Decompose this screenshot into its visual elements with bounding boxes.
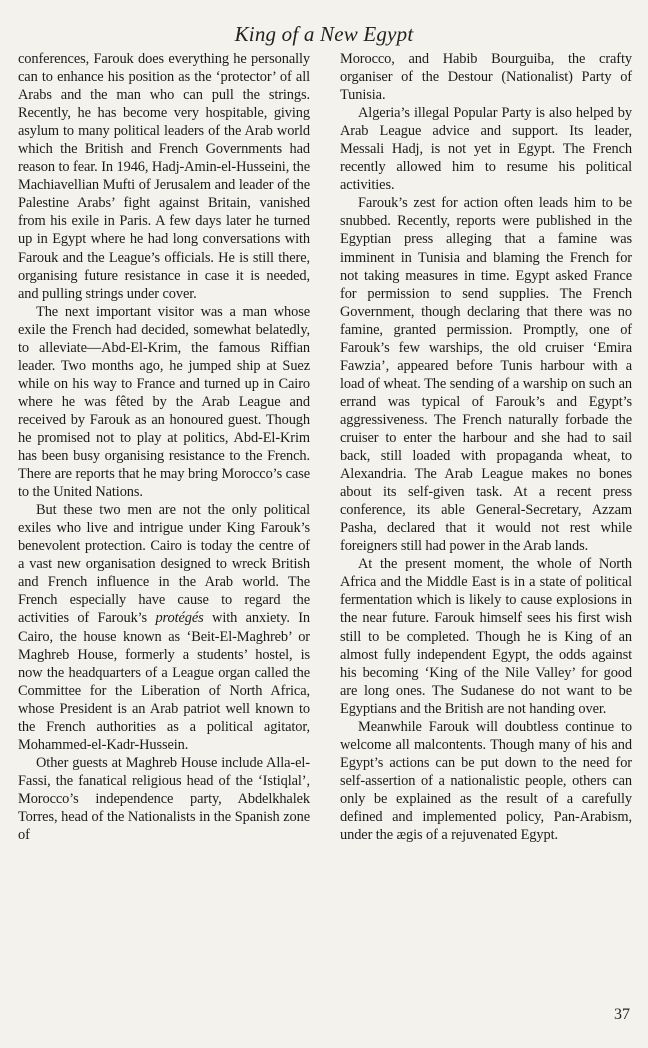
page-number: 37 — [614, 1006, 630, 1023]
text-run: with anxiety. In Cairo, the house known as ‘Beit-El-Maghreb’ or Maghreb House, formerly a students’ hostel, is now the headquarters of a League organ called the Committee for the Liberation of North Africa, whose President is an Arab patriot well known to the French authorities as a political agitator, Mohammed-el-Kadr-Hussein. — [18, 610, 310, 753]
running-head: King of a New Egypt — [234, 22, 414, 46]
left-column — [18, 50, 310, 844]
paragraph: Algeria’s illegal Popular Party is also helped by Arab League advice and support. Its leader, Messali Hadj, is not yet in Egypt. The French recently allowed him to resume his political activities. — [340, 105, 632, 194]
right-column — [340, 50, 632, 844]
paragraph: At the present moment, the whole of North Africa and the Middle East is in a state of political fermentation which is likely to cause explosions in the near future. Farouk himself sees his first wish still to be completed. Though he is King of an almost fully independent Egypt, the odds against his becoming ‘King of the Nile Valley’ for good are long ones. The Sudanese do not want to be Egyptians and the British are not handing over. — [340, 556, 632, 717]
paragraph: Other guests at Maghreb House include Alla-el-Fassi, the fanatical religious head of the ‘Istiqlal’, Morocco’s independence party, Abdelkhalek Torres, head of the Nationalists in the Spanish zone of — [18, 754, 310, 844]
paragraph: conferences, Farouk does everything he personally can to enhance his position as the ‘protector’ of all Arabs and the man who can pull the strings. Recently, he has become very hospitable, giving asylum to many political leaders of the Arab world which the British and French Governments had reason to fear. In 1946, Hadj-Amin-el-Husseini, the Machiavellian Mufti of Jerusalem and leader of the Palestine Arabs’ fight against Britain, vanished from his exile in Paris. A few days later he turned up in Egypt where he had long conversations with Farouk and the League’s officials. He is still there, organising future resistance in case it is needed, and pulling strings under cover. — [18, 51, 310, 302]
paragraph: Farouk’s zest for action often leads him to be snubbed. Recently, reports were published in the Egyptian press alleging that a famine was imminent in Tunisia and blaming the French for not taking measures in time. Egypt asked France for permission to send supplies. The French Government, though declaring that there was no famine, granted permission. Promptly, one of Farouk’s few warships, the old cruiser ‘Emira Fawzia’, appeared before Tunis harbour with a load of wheat. The sending of a warship on such an errand was typical of Farouk’s and Egypt’s aggressiveness. The French naturally forbade the cruiser to enter the harbour and she had to sail back, still loaded with propaganda wheat, to Alexandria. The Arab League makes no bones about its self-given task. At a recent press conference, its able General-Secretary, Azzam Pasha, declared that it would not rest while foreigners still had power in the Arab lands. — [340, 195, 632, 555]
paragraph: The next important visitor was a man whose exile the French had decided, somewhat belatedly, to alleviate—Abd-El-Krim, the famous Riffian leader. Two months ago, he jumped ship at Suez while on his way to France and turned up in Cairo where he was fêted by the Arab League and received by Farouk as an honoured guest. Though he promised not to play at politics, Abd-El-Krim has been busy organising resistance to the French. There are reports that he may bring Morocco’s case to the United Nations. — [18, 303, 310, 501]
paragraph: Morocco, and Habib Bourguiba, the crafty organiser of the Destour (Nationalist) Party of Tunisia. — [340, 51, 632, 104]
paragraph: Meanwhile Farouk will doubtless continue to welcome all malcontents. Though many of his and Egypt’s actions can be put down to the need for self-assertion of a nationalistic people, others can only be explained as the result of a carefully defined and implemented policy, Pan-Arabism, under the ægis of a rejuvenated Egypt. — [340, 718, 632, 844]
text-run: But these two men are not the only political exiles who live and intrigue under King Farouk’s benevolent protection. Cairo is today the centre of a vast new organisation designed to wreck British and French influence in the Arab world. The French especially have cause to regard the activities of Farouk’s — [18, 502, 310, 627]
italic-text: protégés — [155, 610, 204, 627]
paragraph — [18, 501, 310, 754]
